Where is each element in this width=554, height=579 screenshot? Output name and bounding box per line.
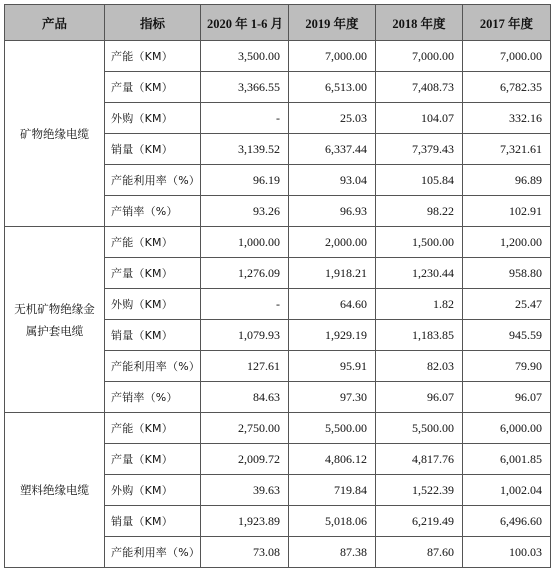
indicator-cell: 外购（KM） — [105, 289, 201, 320]
value-cell: 25.03 — [289, 103, 376, 134]
value-cell: 39.63 — [201, 475, 289, 506]
value-cell: 1,918.21 — [289, 258, 376, 289]
value-cell: - — [201, 289, 289, 320]
header-indicator: 指标 — [105, 5, 201, 41]
value-cell: 1,200.00 — [463, 227, 551, 258]
value-cell: 25.47 — [463, 289, 551, 320]
value-cell: - — [201, 103, 289, 134]
value-cell: 64.60 — [289, 289, 376, 320]
indicator-cell: 产销率（%） — [105, 382, 201, 413]
value-cell: 1,500.00 — [376, 227, 463, 258]
indicator-cell: 销量（KM） — [105, 134, 201, 165]
value-cell: 93.04 — [289, 165, 376, 196]
value-cell: 7,321.61 — [463, 134, 551, 165]
indicator-cell: 产能利用率（%） — [105, 165, 201, 196]
value-cell: 98.22 — [376, 196, 463, 227]
capacity-table-container — [4, 4, 551, 568]
table-row — [5, 41, 551, 72]
value-cell: 73.08 — [201, 537, 289, 568]
value-cell: 100.03 — [463, 537, 551, 568]
indicator-cell: 销量（KM） — [105, 506, 201, 537]
value-cell: 5,500.00 — [376, 413, 463, 444]
value-cell: 79.90 — [463, 351, 551, 382]
value-cell: 1,079.93 — [201, 320, 289, 351]
value-cell: 96.07 — [376, 382, 463, 413]
product-cell: 矿物绝缘电缆 — [5, 41, 105, 227]
value-cell: 84.63 — [201, 382, 289, 413]
value-cell: 6,001.85 — [463, 444, 551, 475]
value-cell: 719.84 — [289, 475, 376, 506]
value-cell: 5,018.06 — [289, 506, 376, 537]
indicator-cell: 产能（KM） — [105, 41, 201, 72]
value-cell: 2,000.00 — [289, 227, 376, 258]
value-cell: 7,000.00 — [463, 41, 551, 72]
value-cell: 1.82 — [376, 289, 463, 320]
value-cell: 1,522.39 — [376, 475, 463, 506]
value-cell: 7,408.73 — [376, 72, 463, 103]
header-product: 产品 — [5, 5, 105, 41]
header-2019: 2019 年度 — [289, 5, 376, 41]
value-cell: 6,337.44 — [289, 134, 376, 165]
value-cell: 6,513.00 — [289, 72, 376, 103]
value-cell: 2,009.72 — [201, 444, 289, 475]
value-cell: 7,000.00 — [376, 41, 463, 72]
value-cell: 3,366.55 — [201, 72, 289, 103]
value-cell: 5,500.00 — [289, 413, 376, 444]
value-cell: 2,750.00 — [201, 413, 289, 444]
value-cell: 102.91 — [463, 196, 551, 227]
value-cell: 96.07 — [463, 382, 551, 413]
value-cell: 6,496.60 — [463, 506, 551, 537]
indicator-cell: 产量（KM） — [105, 72, 201, 103]
header-2018: 2018 年度 — [376, 5, 463, 41]
value-cell: 1,230.44 — [376, 258, 463, 289]
value-cell: 1,929.19 — [289, 320, 376, 351]
value-cell: 1,923.89 — [201, 506, 289, 537]
value-cell: 105.84 — [376, 165, 463, 196]
table-header-row — [5, 5, 551, 41]
value-cell: 958.80 — [463, 258, 551, 289]
value-cell: 6,000.00 — [463, 413, 551, 444]
value-cell: 7,379.43 — [376, 134, 463, 165]
value-cell: 3,500.00 — [201, 41, 289, 72]
value-cell: 104.07 — [376, 103, 463, 134]
indicator-cell: 产能利用率（%） — [105, 351, 201, 382]
value-cell: 97.30 — [289, 382, 376, 413]
header-2020h1: 2020 年 1-6 月 — [201, 5, 289, 41]
header-2017: 2017 年度 — [463, 5, 551, 41]
table-row — [5, 413, 551, 444]
value-cell: 96.93 — [289, 196, 376, 227]
indicator-cell: 产量（KM） — [105, 444, 201, 475]
indicator-cell: 销量（KM） — [105, 320, 201, 351]
value-cell: 93.26 — [201, 196, 289, 227]
value-cell: 3,139.52 — [201, 134, 289, 165]
product-cell: 无机矿物绝缘金属护套电缆 — [5, 227, 105, 413]
indicator-cell: 产能（KM） — [105, 413, 201, 444]
value-cell: 1,183.85 — [376, 320, 463, 351]
value-cell: 87.38 — [289, 537, 376, 568]
value-cell: 6,782.35 — [463, 72, 551, 103]
value-cell: 96.89 — [463, 165, 551, 196]
value-cell: 6,219.49 — [376, 506, 463, 537]
value-cell: 4,817.76 — [376, 444, 463, 475]
indicator-cell: 产销率（%） — [105, 196, 201, 227]
value-cell: 1,000.00 — [201, 227, 289, 258]
indicator-cell: 外购（KM） — [105, 103, 201, 134]
value-cell: 1,276.09 — [201, 258, 289, 289]
indicator-cell: 产量（KM） — [105, 258, 201, 289]
indicator-cell: 产能利用率（%） — [105, 537, 201, 568]
value-cell: 95.91 — [289, 351, 376, 382]
value-cell: 332.16 — [463, 103, 551, 134]
value-cell: 7,000.00 — [289, 41, 376, 72]
value-cell: 87.60 — [376, 537, 463, 568]
indicator-cell: 外购（KM） — [105, 475, 201, 506]
value-cell: 82.03 — [376, 351, 463, 382]
product-cell: 塑料绝缘电缆 — [5, 413, 105, 568]
value-cell: 1,002.04 — [463, 475, 551, 506]
value-cell: 96.19 — [201, 165, 289, 196]
value-cell: 945.59 — [463, 320, 551, 351]
value-cell: 127.61 — [201, 351, 289, 382]
indicator-cell: 产能（KM） — [105, 227, 201, 258]
value-cell: 4,806.12 — [289, 444, 376, 475]
table-row — [5, 227, 551, 258]
capacity-production-sales-table — [4, 4, 551, 568]
